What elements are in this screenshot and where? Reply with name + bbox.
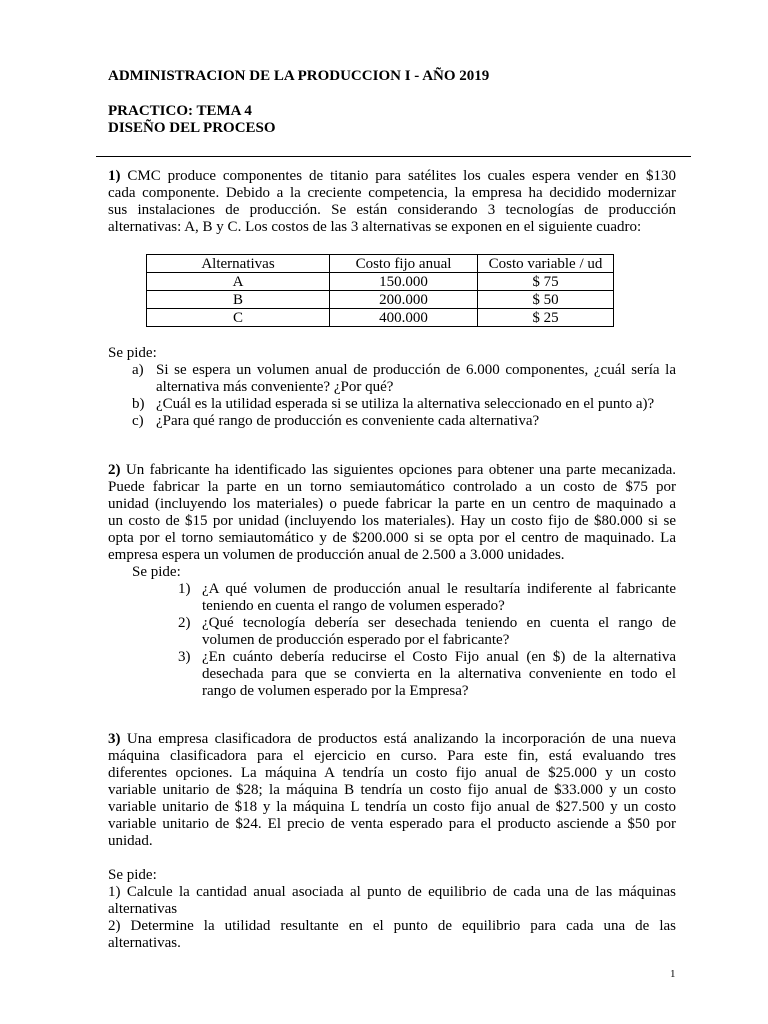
ex3-number: 3) [108, 731, 121, 747]
ex2-se-pide: Se pide: [132, 564, 181, 580]
ex2-item-1-line-1: ¿A qué volumen de producción anual le resultaría indiferente al fabricante [202, 581, 676, 597]
ex3-line-7: unidad. [108, 833, 153, 849]
ex1-number: 1) [108, 168, 121, 184]
table-cell: 200.000 [330, 291, 478, 309]
table-header-row [147, 255, 614, 273]
ex1-item-c-line-1: ¿Para qué rango de producción es conveniente cada alternativa? [156, 413, 540, 429]
table-cell: B [147, 291, 330, 309]
ex3-line-6: variable unitario de $24. El precio de venta esperado para el producto asciende a $50 por [108, 816, 676, 832]
table-cell: 150.000 [330, 273, 478, 291]
ex1-item-a-line-2: alternativa más conveniente? ¿Por qué? [156, 379, 394, 395]
ex3-line-2: máquina clasificadora para el ejercicio en curso. Para este fin, está evaluando tres [108, 748, 676, 764]
ex3-item-line-1: 1) Calcule la cantidad anual asociada al punto de equilibrio de cada una de las máquinas [108, 884, 676, 900]
ex1-se-pide: Se pide: [108, 345, 157, 361]
course-title: ADMINISTRACION DE LA PRODUCCION I - AÑO 2019 [108, 68, 490, 84]
ex2-line-4: un costo de $15 por unidad (incluyendo los materiales). Hay un costo fijo de $80.000 si se [108, 513, 676, 529]
table-cell: $ 50 [478, 291, 614, 309]
ex3-line-1: 3) Una empresa clasificadora de productos está analizando la incorporación de una nueva [108, 731, 676, 747]
ex2-item-3-line-1: ¿En cuánto debería reducirse el Costo Fijo anual (en $) de la alternativa [202, 649, 676, 665]
alternatives-cost-table [146, 254, 614, 327]
ex2-item-3-line-2: desechada para que se convierta en la alternativa conveniente en todo el [202, 666, 676, 682]
page-number: 1 [670, 968, 676, 980]
table-row [147, 309, 614, 327]
table-cell: A [147, 273, 330, 291]
ex2-line-6: empresa espera un volumen de producción anual de 2.500 a 3.000 unidades. [108, 547, 565, 563]
table-header-cell: Costo fijo anual [330, 255, 478, 273]
table-header-cell: Costo variable / ud [478, 255, 614, 273]
ex3-item-line-2: alternativas [108, 901, 178, 917]
ex1-item-c-label: c) [132, 413, 144, 429]
ex3-line-4: variable unitario de $28; la máquina B tendría un costo fijo anual de $33.000 y un costo [108, 782, 676, 798]
ex2-item-1-line-2: teniendo en cuenta el rango de volumen esperado? [202, 598, 505, 614]
table-cell: C [147, 309, 330, 327]
table-row [147, 273, 614, 291]
ex1-line-3: sus instalaciones de producción. Se están considerando 3 tecnologías de producción [108, 202, 676, 218]
table-cell: 400.000 [330, 309, 478, 327]
ex2-line-2: Puede fabricar la parte en un torno semiautomático controlado a un costo de $75 por [108, 479, 676, 495]
ex3-line-5: variable unitario de $18 y la máquina L tendría un costo fijo anual de $27.500 y un costo [108, 799, 676, 815]
ex2-number: 2) [108, 462, 121, 478]
ex2-line-3: unidad (incluyendo los materiales) o puede fabricar la parte en un centro de maquinado a [108, 496, 676, 512]
header-divider [96, 156, 691, 157]
table-cell: $ 25 [478, 309, 614, 327]
ex2-item-3-label: 3) [178, 649, 191, 665]
ex2-item-3-line-3: rango de volumen esperado por la Empresa? [202, 683, 469, 699]
ex2-item-2-label: 2) [178, 615, 191, 631]
practico-title: PRACTICO: TEMA 4 [108, 103, 252, 119]
ex2-item-1-label: 1) [178, 581, 191, 597]
ex1-item-b-line-1: ¿Cuál es la utilidad esperada si se utiliza la alternativa seleccionado en el punto a)? [156, 396, 655, 412]
ex1-item-b-label: b) [132, 396, 145, 412]
table-header-cell: Alternativas [147, 255, 330, 273]
ex2-item-2-line-2: volumen de producción esperado por el fabricante? [202, 632, 510, 648]
topic-title: DISEÑO DEL PROCESO [108, 120, 276, 136]
ex2-line-5: opta por el torno semiautomático y de $200.000 si se opta por el centro de maquinado. La [108, 530, 676, 546]
table-row [147, 291, 614, 309]
ex2-item-2-line-1: ¿Qué tecnología debería ser desechada teniendo en cuenta el rango de [202, 615, 676, 631]
table-cell: $ 75 [478, 273, 614, 291]
ex3-se-pide: Se pide: [108, 867, 157, 883]
ex1-item-a-label: a) [132, 362, 144, 378]
ex1-line-4: alternativas: A, B y C. Los costos de las 3 alternativas se exponen en el siguiente cuadro: [108, 219, 642, 235]
ex1-line-1: 1) CMC produce componentes de titanio para satélites los cuales espera vender en $130 [108, 168, 676, 184]
ex2-line-1: 2) Un fabricante ha identificado las siguientes opciones para obtener una parte mecanizada. [108, 462, 676, 478]
ex3-item-line-4: alternativas. [108, 935, 181, 951]
ex3-line-3: diferentes opciones. La máquina A tendría un costo fijo anual de $25.000 y un costo [108, 765, 676, 781]
ex1-line-2: cada componente. Debido a la creciente competencia, la empresa ha decidido modernizar [108, 185, 676, 201]
ex3-item-line-3: 2) Determine la utilidad resultante en el punto de equilibrio para cada una de las [108, 918, 676, 934]
ex1-item-a-line-1: Si se espera un volumen anual de producción de 6.000 componentes, ¿cuál sería la [156, 362, 676, 378]
